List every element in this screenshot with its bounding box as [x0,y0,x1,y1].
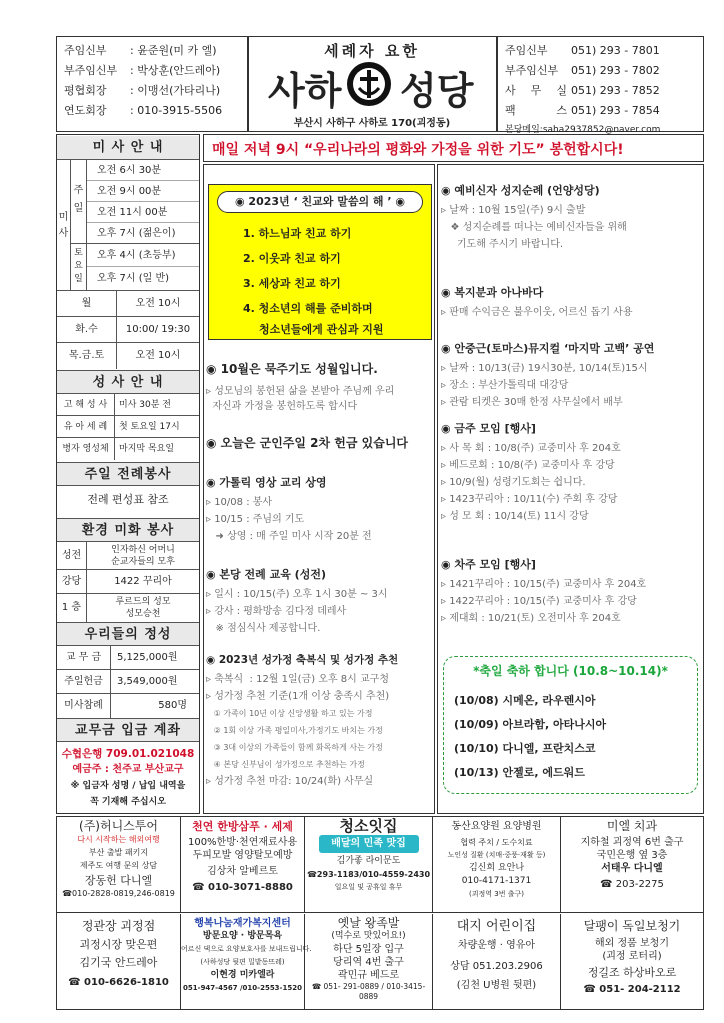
value: 이맹선(가타리나) [137,84,221,97]
notice-line: ▹ 1423꾸리아 : 10/11(수) 주회 후 강당 [441,494,618,505]
weekday-time: 오전 10시 [135,350,181,361]
sacrament-name: 병자 영성체 [57,438,115,460]
sacrament-row [57,416,199,438]
ad-name: (주)허니스투어 [79,819,158,833]
theme-item: 2. 이웃과 친교 하기 [243,252,341,265]
ad-owner: 김가좋 라이문도 [336,856,401,866]
env-row [57,570,199,594]
notice-line: ④ 본당 신부님이 성가정으로 추천하는 가정 [206,760,365,769]
notice-title: ◉ 복지분과 아나바다 [441,286,544,299]
offering-row [57,694,199,718]
ad-line: 협력 주치 / 도수치료 [460,838,533,847]
ad-line: 해외 정품 보청기 [595,938,669,949]
ad-owner: 곽민규 베드로 [337,970,400,981]
label: 사 무 실 [505,84,567,97]
notice-line: ▹ 성모님의 봉헌된 삶을 본받아 주님께 우리 [206,386,395,397]
env-place: 성전 [57,542,87,569]
notice-line: ▹ 1422꾸리아 : 10/15(주) 교중미사 후 강당 [441,596,637,607]
ad-phone: 010-4171-1371 [461,876,532,886]
env-row [57,594,199,622]
ad-line: 두피모발 영양탈모예방 [192,850,293,861]
account-title: 교무금 입금 계좌 [57,718,199,742]
notice-line: ② 1회 이상 가족 평일미사,가정기도 바치는 가정 [206,726,383,735]
notice-line: ※ 점심식사 제공합니다. [206,623,321,634]
notice-title: ◉ 2023년 성가정 축복식 및 성가정 추천 [206,654,399,666]
mass-side-label: 미 사 [57,160,71,290]
ad-line: 부산 출발 패키지 [88,848,149,857]
theme-list [209,213,431,339]
value: 윤준원(미 카 엘) [137,44,217,57]
notice-title: ◉ 금주 모임 [행사] [441,422,536,435]
env-row [57,542,199,570]
notice-line: ▹ 강사 : 평화방송 김다정 데레사 [206,606,347,617]
notice-line: ▹ 날짜 : 10월 15일(주) 9시 출발 [441,205,586,216]
notice-title: ◉ 차주 모임 [행사] [441,558,536,571]
env-title: 환경 미화 봉사 [57,518,199,542]
feast-item: (10/10) 다니엘, 프란치스코 [454,742,596,755]
ad-line: 괴정시장 맞은편 [79,938,158,951]
altar-title: 주일 전례봉사 [57,462,199,486]
ad-phone: ☎ 010-3071-8880 [192,882,293,893]
ad-phone: ☎ 203-2275 [600,879,664,890]
ad-line: (먹수로 맛있어요!) [331,931,406,941]
ad-owner: 김기국 안드레아 [79,956,158,969]
feast-box [443,656,698,794]
notice-title: ◉ 10월은 묵주기도 성월입니다. [206,362,378,376]
account-note: ※ 입금자 성명 / 납입 내역을 [70,781,186,791]
value: 051) 293 - 7802 [571,63,660,77]
env-place: 1 층 [57,594,87,622]
sacrament-name: 유 아 세 례 [57,416,115,437]
ad-nursing [433,817,561,912]
header-divider-right [496,36,498,132]
feast-title: *축일 축하 합니다 (10.8~10.14)* [473,664,668,678]
label: 연도회장 [64,104,107,117]
account-info [57,746,199,810]
env-place: 강당 [57,570,87,593]
ad-badge: 배달의 민족 맛집 [319,835,419,853]
ad-name: 옛날 왕족발 [337,916,400,930]
ad-travel [57,817,181,912]
notice-line: ▹ 성가정 추천 마감: 10/24(화) 사무실 [206,776,374,787]
label: 팩 스 [505,104,567,117]
mass-time: 오후 7시 (젊은이) [87,223,199,244]
notice-line: ① 가족이 10년 이상 신앙생활 하고 있는 가정 [206,709,373,718]
ad-line: 당리역 4번 출구 [333,957,404,968]
value: 051) 293 - 7854 [571,103,660,117]
notice-line: ▹ 제대회 : 10/21(토) 오전미사 후 204호 [441,613,621,624]
offering-table [57,646,199,718]
notice-line: ▹ 장소 : 부산가톨릭대 대강당 [441,380,569,391]
notice-pilgrimage [441,182,703,284]
ad-restaurant [305,817,433,912]
ad-name: 청소잇집 [339,817,398,835]
notice-collection [206,434,434,474]
notice-line: ③ 3대 이상의 가족들이 함께 화목하게 사는 가정 [206,743,383,752]
ad-owner: 정길조 하상바오로 [587,966,677,979]
notice-line: ▹ 판매 수익금은 불우이웃, 어르신 돕기 사용 [441,307,633,318]
ad-shampoo [181,817,305,912]
ad-line: (괴정 로터리) [602,951,662,962]
notice-line: ▹ 관람 티켓은 30매 한정 사무실에서 배부 [441,397,623,408]
mid-notices [206,360,434,790]
ad-phone: 051-947-4567 /010-2553-1520 [183,984,302,992]
email-label: 본당메일: [505,125,543,135]
sacrament-title: 성 사 안 내 [57,370,199,394]
ad-phone: ☎ 051- 204-2112 [583,984,681,995]
offering-name: 미사참례 [57,694,111,718]
sacrament-time: 첫 토요일 17시 [119,422,180,432]
notice-video [206,474,434,566]
banner-text: 매일 저녁 9시 “우리나라의 평화와 가정을 위한 기도” 봉헌합시다! [212,142,624,158]
weekday: 화.수 [57,317,117,342]
notice-line: ▹ 사 목 회 : 10/8(주) 교중미사 후 204호 [441,443,621,454]
sacrament-row [57,438,199,460]
notice-rosary [206,360,434,434]
notice-holy-family [206,652,434,790]
notice-line: ▹ 날짜 : 10/13(금) 19시30분, 10/14(토)15시 [441,363,648,374]
offering-name: 교 무 금 [57,646,111,669]
sunday-times [87,160,199,244]
ad-phone: ☎ 010-6626-1810 [68,977,169,988]
ad-phone: ☎ 051- 291-0889 / 010-3415-0889 [311,982,426,1001]
label: 부주임신부 [505,64,559,77]
theme-item: 4. 청소년의 해를 준비하며 [243,302,373,315]
ad-line: 노인성 질환 (치매·중풍·재활 등) [447,851,546,859]
theme-item: 1. 하느님과 친교 하기 [243,227,352,240]
ad-owner: 장동헌 다니엘 [84,874,153,887]
offering-title: 우리들의 정성 [57,622,199,646]
ad-name: 행복나눔재가복지센터 [194,918,291,929]
ad-line: 차량운행 · 영유아 [457,940,536,951]
ad-line: 100%한방·천연재료사용 [187,837,298,848]
env-group: 인자하신 어머니 순교자들의 모후 [111,545,175,567]
offering-row [57,646,199,670]
ad-phone: 상담 051.203.2906 [450,961,543,972]
notice-musical [441,340,703,420]
ads-row-1 [57,817,703,913]
notice-line: ▹ 일시 : 10/15(주) 오후 1시 30분 ~ 3시 [206,589,388,600]
ad-welfare [181,914,312,1009]
cross-logo-icon [345,60,393,108]
header-left-info: 주임신부 : 윤준원(미 카 엘) 부주임신부 : 박상훈(안드레아) 평협회장 : 이맹선(가타리나) 연도회장 : 010-3915-5506 [64,43,223,117]
ad-owner: 김신희 요안나 [468,863,525,873]
ad-owner: 이현경 미카엘라 [210,970,275,980]
theme-box [208,184,432,340]
notice-line: ▹ 성가정 추천 기준(1개 이상 충족시 추천) [206,691,390,702]
ad-name: 미엘 치과 [606,819,658,833]
sacrament-time: 마지막 목요일 [119,444,175,454]
feast-item: (10/09) 아브라함, 아타나시아 [454,718,607,731]
ad-hearing-aid [561,914,703,1009]
notice-line: ❖ 성지순례를 떠나는 예비신자들을 위해 [441,222,627,233]
offering-amount: 580명 [158,700,187,711]
header-right-info [505,40,701,135]
weekday-time: 10:00/ 19:30 [125,324,191,335]
label: 평협회장 [64,84,107,97]
notice-title: ◉ 본당 전례 교육 (성전) [206,568,326,581]
account-note: 꼭 기재해 주십시오 [90,797,166,807]
ad-name: 달팽이 독일보청기 [583,919,681,933]
ad-name: 정관장 괴정점 [81,919,156,933]
sacrament-table [57,394,199,460]
env-table [57,542,199,622]
altar-text: 전례 편성표 참조 [87,493,169,506]
ad-line: 방문요양 · 방문목욕 [202,931,283,941]
church-logo [345,60,393,108]
notice-line: 기도해 주시기 바랍니다. [441,239,564,250]
ad-line: 국민은행 옆 3층 [596,850,668,861]
mass-time: 오전 6시 30분 [87,160,199,181]
offering-row [57,670,199,694]
header-divider-left [247,36,249,132]
label: 주임신부 [505,44,548,57]
offering-name: 주일헌금 [57,670,111,693]
notice-title: ◉ 오늘은 군인주일 2차 헌금 있습니다 [206,436,408,450]
label: 부주임신부 [64,64,118,77]
ad-line: 지하철 괴정역 6번 출구 [580,837,684,848]
ad-ginseng [57,914,181,1009]
sacrament-name: 고 해 성 사 [57,394,115,415]
value: 박상훈(안드레아) [137,64,221,77]
notice-anabada [441,284,703,340]
notice-line: 자신과 가정을 봉헌하도록 합시다 [206,401,358,412]
ad-line: 어르신 댁으로 요양보호사를 보내드립니다. [181,945,312,953]
saturday-label: 토 요 일 [71,244,87,290]
ad-phone: ☎010-2828-0819,246-0819 [62,889,175,898]
weekday: 월 [57,291,117,316]
ad-line: 하단 5일장 입구 [333,944,404,955]
sunday-label: 주 일 [71,160,87,244]
ad-owner: 서태우 다니엘 [601,863,663,874]
right-notices [441,182,703,644]
account-bank: 수협은행 709.01.021048 [61,748,195,760]
notice-line: ▹ 10/9(월) 성령기도회는 쉽니다. [441,477,586,488]
notice-liturgy [206,566,434,652]
feast-item: (10/13) 안젤로, 에드워드 [454,766,585,779]
weekday-row [57,317,199,343]
notice-line: ➜ 상영 : 매 주일 미사 시작 20분 전 [206,531,372,542]
church-title-left: 사하 [268,68,342,113]
ad-line: (사하성당 뒷편 밀밭동뜨레) [200,958,285,966]
ad-line: 일요일 및 공휴일 휴무 [334,883,403,891]
ad-daycare [433,914,561,1009]
env-group: 루르드의 성모 성모승천 [115,597,171,619]
feast-list [444,679,697,785]
value: 010-3915-5506 [137,103,223,117]
ad-line: (괴정역 3번 출구) [469,890,524,898]
notice-this-week [441,420,703,556]
mass-time: 오전 11시 00분 [87,202,199,223]
notice-title: ◉ 예비신자 성지순례 (언양성당) [441,184,600,197]
weekday-mass [57,290,199,369]
mass-time: 오전 9시 00분 [87,181,199,202]
notice-next-week [441,556,703,644]
notice-line: ▹ 베드로회 : 10/8(주) 교중미사 후 강당 [441,460,615,471]
sacrament-time: 미사 30분 전 [119,400,171,410]
ad-name: 동산요양원 요양병원 [451,821,542,832]
account-holder: 예금주 : 천주교 부산교구 [72,764,184,775]
notice-title: ◉ 가톨릭 영상 교리 상영 [206,476,327,489]
ads-row-2 [57,914,703,1009]
feast-item: (10/08) 시메온, 라우렌시아 [454,694,596,707]
label: 주임신부 [64,44,107,57]
ad-dental [561,817,703,912]
ad-name: 천연 한방삼푸 · 세제 [192,820,293,833]
value: 051) 293 - 7852 [571,83,660,97]
ad-line: (김천 U병원 뒷편) [456,980,537,991]
weekday: 목.금.토 [57,343,117,369]
notice-line: ▹ 10/08 : 봉사 [206,497,273,508]
notice-title: ◉ 안중근(토마스)뮤지컬 ‘마지막 고백’ 공연 [441,342,655,355]
value: 051) 293 - 7801 [571,43,660,57]
mass-time: 오후 4시 (초등부) [87,244,199,267]
theme-item: 청소년들에게 관심과 지원 [259,323,384,336]
ad-phone: ☎293-1183/010-4559-2430 [306,870,431,879]
mass-time: 오후 7시 (일 반) [97,273,170,284]
weekday-row [57,343,199,369]
weekday-time: 오전 10시 [135,298,181,309]
offering-amount: 5,125,000원 [117,652,178,663]
mass-title: 미 사 안 내 [57,136,199,160]
sacrament-row [57,394,199,416]
church-title-right: 성당 [400,68,474,113]
env-group: 1422 꾸리아 [114,576,172,587]
theme-item: 3. 세상과 친교 하기 [243,277,341,290]
notice-line: ▹ 성 모 회 : 10/14(토) 11시 강당 [441,511,589,522]
church-subtitle: 세례자 요한 [324,42,420,60]
notice-line: ▹ 1421꾸리아 : 10/15(주) 교중미사 후 204호 [441,579,647,590]
email-link[interactable]: saha2937852@naver.com [542,125,661,135]
church-address: 부산시 사하구 사하로 170(괴정동) [293,118,451,129]
ad-jokbal [305,914,433,1009]
ad-line: 제주도 여행 문의 상담 [79,861,158,870]
theme-title: ◉ 2023년 ‘ 친교와 말씀의 해 ’ ◉ [217,191,423,213]
ad-line: 다시 시작하는 해외여행 [77,835,160,844]
weekday-row [57,291,199,317]
offering-amount: 3,549,000원 [117,676,178,687]
saturday-times [87,244,199,290]
notice-line: ▹ 축복식 : 12월 1일(금) 오후 8시 교구청 [206,674,389,685]
ad-name: 대지 어린이집 [456,919,537,934]
ad-owner: 김상차 알베르토 [207,866,278,877]
notice-line: ▹ 10/15 : 주님의 기도 [206,514,305,525]
